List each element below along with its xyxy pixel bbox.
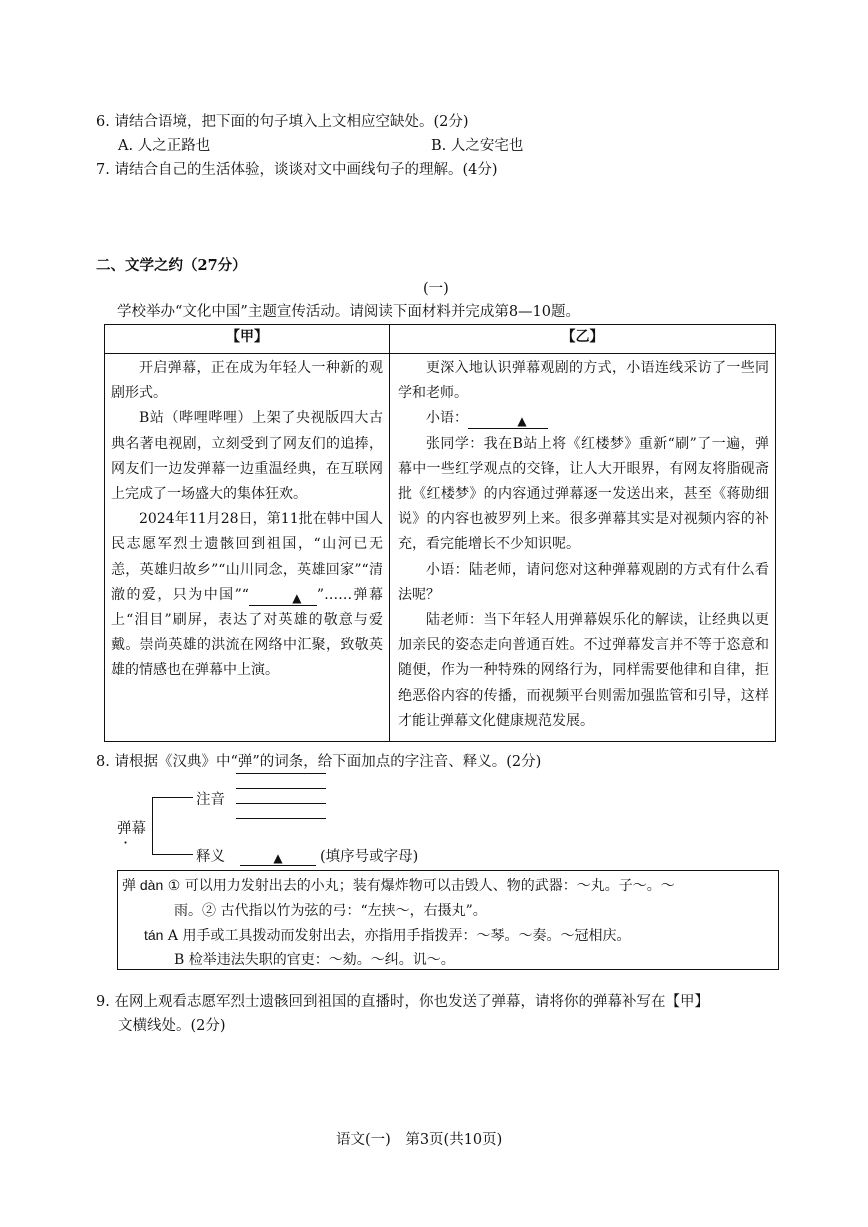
section-intro: 学校举办“文化中国”主题宣传活动。请阅读下面材料并完成第8—10题。 — [117, 304, 580, 320]
q6-question: 6. 请结合语境，把下面的句子填入上文相应空缺处。(2分) — [96, 114, 469, 130]
zhuyin-line-1 — [236, 773, 326, 774]
material-b-para: 更深入地认识弹幕观剧的方式，小语连线采访了一些同学和老师。 — [398, 360, 769, 402]
xiaoyu-question-blank[interactable]: ▲ — [468, 414, 548, 429]
dict-line: 弹 dàn ① 可以用力发射出去的小丸；装有爆炸物可以击毁人、物的武器：～丸。子～。～ — [122, 877, 675, 894]
table-head-a: 【甲】 — [105, 325, 390, 354]
shiyi-answer-blank[interactable]: ▲ — [240, 851, 316, 866]
page-footer: 语文(一) 第3页(共10页) — [336, 1132, 503, 1148]
material-a — [105, 354, 390, 742]
material-table — [104, 324, 776, 742]
material-a-para: 开启弹幕，正在成为年轻人一种新的观剧形式。 — [111, 360, 383, 402]
material-a-para: B站（哔哩哔哩）上架了央视版四大古典名著电视剧，立刻受到了网友们的追捧，网友们一边发弹幕一边重温经典，在互联网上完成了一场盛大的集体狂欢。 — [111, 410, 383, 503]
q8-question: 8. 请根据《汉典》中“弹”的词条，给下面加点的字注音、释义。(2分) — [96, 754, 542, 770]
q7-question: 7. 请结合自己的生活体验，谈谈对文中画线句子的理解。(4分) — [96, 162, 498, 178]
q9-question-line2: 文横线处。(2分) — [118, 1018, 226, 1034]
zhuyin-line-3 — [236, 803, 326, 804]
q6-option-b: B. 人之安宅也 — [431, 138, 524, 154]
q6-option-a: A. 人之正路也 — [118, 138, 211, 154]
material-b-para: 张同学：我在B站上将《红楼梦》重新“刷”了一遍，弹幕中一些红学观点的交锋，让人大开眼界，有网友将脂砚斋批《红楼梦》的内容通过弹幕逐一发送出来，甚至《蒋勋细说》的内容也被罗列上来。很多弹幕其实是对视频内容的补充，看完能增长不少知识呢。 — [398, 435, 769, 553]
shiyi-label: 释义 — [196, 849, 225, 865]
danmu-answer-blank[interactable]: ▲ — [249, 591, 317, 606]
dict-line: B 检举违法失职的官吏：～劾。～纠。讥～。 — [174, 952, 455, 968]
dict-line: 雨。② 古代指以竹为弦的弓：“左挟～，右摄丸”。 — [174, 903, 487, 919]
section-sub: (一) — [423, 281, 449, 297]
zhuyin-label: 注音 — [196, 792, 225, 808]
material-b-para: 小语：陆老师，请问您对这种弹幕观剧的方式有什么看法呢？ — [398, 561, 769, 603]
dictionary-entry-box — [117, 870, 779, 970]
zhuyin-line-2 — [236, 788, 326, 789]
table-head-b: 【乙】 — [390, 325, 776, 354]
shiyi-hint: (填序号或字母) — [320, 849, 419, 865]
target-word: 弹幕 · — [117, 817, 868, 838]
material-a-para: 2024年11月28日，第11批在韩中国人民志愿军烈士遗骸回到祖国，“山河已无恙，英雄归故乡”“山川同念，英雄回家”“清澈的爱，只为中国”“ ▲ ”……弹幕上“泪目”刷屏，表达了对英雄的敬意与爱戴。崇尚英雄的洪流在网络中汇聚，致敬英雄的情感也在弹幕中上演。 — [111, 511, 383, 679]
material-b-para: 陆老师：当下年轻人用弹幕娱乐化的解读，让经典以更加亲民的姿态走向普通百姓。不过弹幕发言并不等于恣意和随便，作为一种特殊的网络行为，同样需要他律和自律，拒绝恶俗内容的传播，而视频平台则需加强监管和引导，这样才能让弹幕文化健康规范发展。 — [398, 612, 769, 729]
q9-question-line1: 9. 在网上观看志愿军烈士遗骸回到祖国的直播时，你也发送了弹幕，请将你的弹幕补写在【甲】 — [96, 994, 709, 1010]
section-title: 二、文学之约（27分） — [96, 257, 247, 274]
material-b — [390, 354, 776, 742]
dict-line: tán A 用手或工具拨动而发射出去，亦指用手指拨弄：～琴。～奏。～冠相庆。 — [144, 927, 631, 944]
material-b-para: 小语： ▲ — [398, 406, 769, 431]
